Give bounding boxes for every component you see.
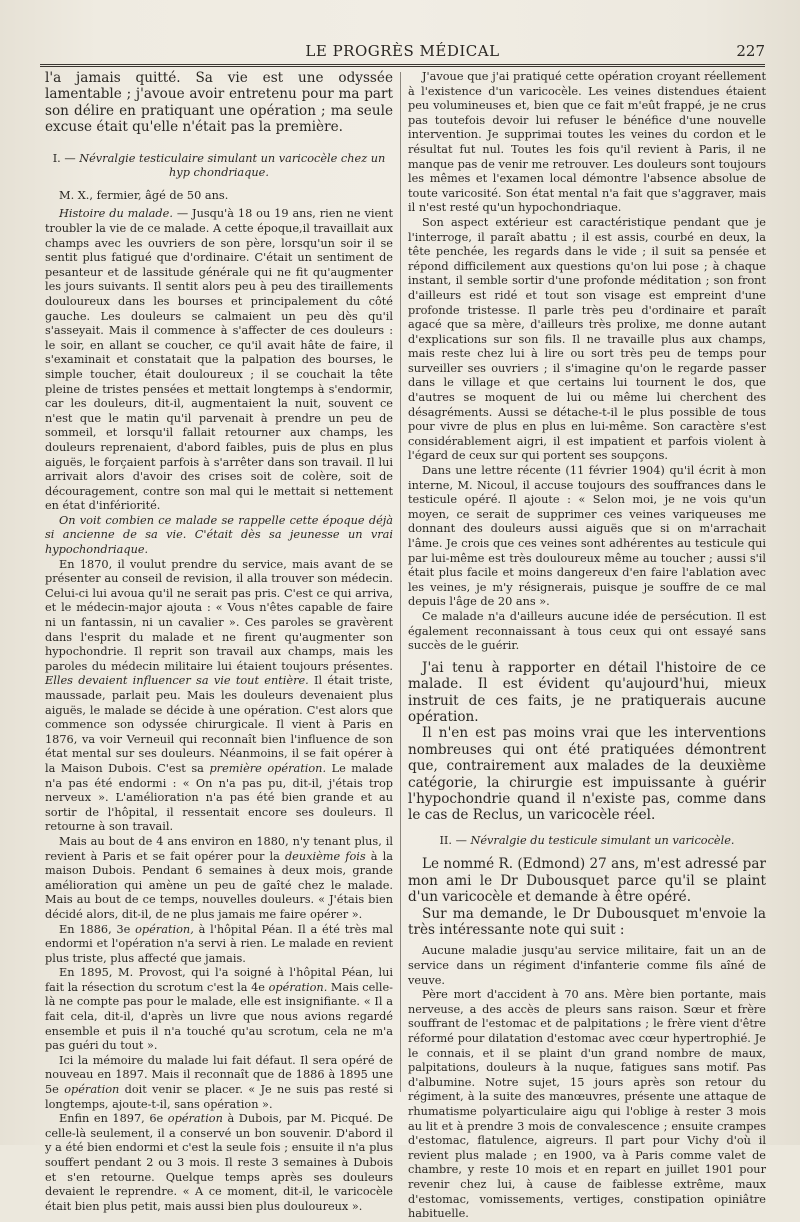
section-heading-2 <box>408 834 766 849</box>
paragraph: Ce malade n'a d'ailleurs aucune idée de persécution. Il est également reconnaissant à tous ceux qui ont essayé sans succès de le guérir. <box>408 609 766 653</box>
paragraph: Son aspect extérieur est caractéristique pendant que je l'interroge, il paraît abattu ; il est assis, courbé en deux, la tête penchée, les regards dans le vide ; il suit sa pensée et répond difficilement aux questions qu'on lui pose ; à chaque instant, il semble sortir d'une profonde méditation ; son front d'ailleurs est ridé et tout son visage est empreint d'une profonde tristesse. Il parle très peu d'ordinaire et paraît agacé que sa mère, d'ailleurs très prolixe, me donne autant d'explications sur son fils. Il ne travaille plus aux champs, mais reste chez lui à lire ou sort très peu de temps pour surveiller ses ouvriers ; il s'imagine qu'on le regarde passer dans le village et que certains lui tournent le dos, que d'autres se moquent de lui ou même lui cherchent des désagréments. Aussi se détache-t-il le plus possible de tous pour vivre de plus en plus en lui-même. Son caractère s'est considérablement aigri, il est impatient et parfois violent à l'égard de ceux sur qui portent ses soupçons. <box>408 215 766 463</box>
paragraph: Histoire du malade. — Jusqu'à 18 ou 19 ans, rien ne vient troubler la vie de ce malade. A cette époque,il travaillait aux champs avec les ouvriers de son père, lorsqu'un soir il se sentit plus fatigué que d'ordinaire. C'était un sentiment de pesanteur et de lassitude générale qui ne fit qu'augmenter les jours suivants. Il sentit alors peu à peu des tiraillements douloureux dans les bourses et principalement du côté gauche. Les douleurs se calmaient un peu dès qu'il s'asseyait. Mais il commence à s'affecter de ces douleurs : le soir, en allant se coucher, ce qu'il avait hâte de faire, il s'examinait et constatait que la palpation des bourses, le simple toucher, était douloureux ; il se couchait la tête pleine de tristes pensées et mettait longtemps à s'endormir, car les douleurs, dit-il, augmentaient la nuit, souvent ce n'est que le matin qu'il parvenait à prendre un peu de sommeil, et lorsqu'il fallait retourner aux champs, les douleurs reprenaient, d'abord faibles, puis de plus en plus aiguës, le forçaient parfois à s'arrêter dans son travail. Il lui arrivait alors d'avoir des crises soit de colère, soit de découragement, contre son mal qui le mettait si nettement en état d'infériorité. <box>45 207 393 513</box>
left-column <box>45 70 394 1213</box>
section-title: Névralgie du testicule simulant un varicocèle. <box>470 833 735 847</box>
history-label: Histoire du malade. <box>59 207 173 221</box>
paragraph: J'avoue que j'ai pratiqué cette opération croyant réellement à l'existence d'un varicocèle. Les veines distendues étaient peu volumineuses et, bien que ce fait m'eût frappé, je ne crus pas toutefois devoir lui refuser le bénéfice d'une nouvelle intervention. Je supprimai toutes les veines du cordon et le résultat fut nul. Toutes les fois qu'il revient à Paris, il ne manque pas de venir me retrouver. Les douleurs sont toujours les mêmes et l'examen local démontre l'absence absolue de toute varicosité. Son état mental n'a fait que s'aggraver, mais il n'est resté qu'un hypochondriaque. <box>408 70 766 215</box>
paragraph: En 1870, il voulut prendre du service, mais avant de se présenter au conseil de revision, il alla trouver son médecin. Celui-ci lui avoua qu'il ne serait pas pris. C'est ce qui arriva, et le médecin-major ajouta : « Vous n'êtes capable de faire ni un fantassin, ni un cavalier ». Ces paroles se gravèrent dans l'esprit du malade et ne firent qu'augmenter son hypochondrie. Il reprit son travail aux champs, mais les paroles du médecin militaire lui étaient toujours présentes. Elles devaient influencer sa vie tout entière. Il était triste, maussade, parlait peu. Mais les douleurs devenaient plus aiguës, le malade se décide à une opération. C'est alors que commence son odyssée chirurgicale. Il vient à Paris en 1876, va voir Verneuil qui reconnaît bien l'influence de son état mental sur ses douleurs. Néanmoins, il se fait opérer à la Maison Dubois. C'est sa première opération. Le malade n'a pas été endormi : « On n'a pas pu, dit-il, j'étais trop nerveux ». L'amélioration n'a pas été bien grande et au sortir de l'hôpital, il ressentait encore ses douleurs. Il retourne à son travail. <box>45 557 393 834</box>
right-column <box>408 70 766 1221</box>
paragraph: Le nommé R. (Edmond) 27 ans, m'est adressé par mon ami le Dr Dubousquet parce qu'il se plaint d'un varicocèle et demande à être opéré. <box>408 856 766 906</box>
paragraph: En 1886, 3e opération, à l'hôpital Péan. Il a été très mal endormi et l'opération n'a servi à rien. Le malade en revient plus triste, plus affecté que jamais. <box>45 922 394 965</box>
case-heading: M. X., fermier, âgé de 50 ans. <box>59 188 229 202</box>
paragraph: Aucune maladie jusqu'au service militaire, fait un an de service dans un régiment d'infanterie comme fils aîné de veuve. <box>408 944 766 987</box>
paragraph: Mais au bout de 4 ans environ en 1880, n'y tenant plus, il revient à Paris et se fait opérer pour la deuxième fois à la maison Dubois. Pendant 6 semaines à deux mois, grande amélioration qui amène un peu de gaîté chez le malade. Mais au bout de ce temps, nouvelles douleurs. « J'étais bien décidé alors, dit-il, de ne plus jamais me faire opérer ». <box>45 834 393 921</box>
page-number: 227 <box>736 42 765 60</box>
section-heading-1 <box>45 152 393 181</box>
paragraph: Il n'en est pas moins vrai que les interventions nombreuses qui ont été pratiquées démontrent que, contrairement aux malades de la deuxième catégorie, la chirurgie est impuissante à guérir l'hypochondrie quand il n'existe pas, comme dans le cas de Reclus, un varicocèle réel. <box>408 725 766 824</box>
paragraph: On voit combien ce malade se rappelle cette époque déjà si ancienne de sa vie. C'était dès sa jeunesse un vrai hypochondriaque. <box>45 513 393 557</box>
running-title: LE PROGRÈS MÉDICAL <box>305 42 500 60</box>
paragraph: Père mort d'accident à 70 ans. Mère bien portante, mais nerveuse, a des accès de pleurs sans raison. Sœur et frère souffrant de l'estomac et de palpitations ; le frère vient d'être réformé pour dilatation d'estomac avec cœur hypertrophié. Je le connais, et il se plaint d'un grand nombre de maux, palpitations, douleurs à la nuque, fatigues sans motif. Pas d'albumine. Notre sujet, 15 jours après son retour du régiment, à la suite des manœuvres, présente une attaque de rhumatisme polyarticulaire aigu qui l'oblige à rester 3 mois au lit et à prendre 3 mois de convalescence ; ensuite crampes d'estomac, flatulence, aigreurs. Il part pour Vichy d'où il revient plus malade ; en 1900, va à Paris comme valet de chambre, y reste 10 mois et en repart en juillet 1901 pour revenir chez lui, à cause de faiblesse extrême, maux d'estomac, vomissements, vertiges, constipation opiniâtre habituelle. <box>408 988 766 1221</box>
page-header <box>40 42 765 64</box>
paragraph: Ici la mémoire du malade lui fait défaut. Il sera opéré de nouveau en 1897. Mais il reconnaît que de 1886 à 1895 une 5e opération doit venir se placer. « Je ne suis pas resté si longtemps, ajoute-t-il, sans opération ». <box>45 1053 393 1111</box>
paragraph: Dans une lettre récente (11 février 1904) qu'il écrit à mon interne, M. Nicoul, il accuse toujours des souffrances dans le testicule opéré. Il ajoute : « Selon moi, je ne vois qu'un moyen, ce serait de supprimer ces veines variqueuses me donnant des douleurs aussi aiguës que si on m'arrachait l'âme. Je crois que ces veines sont adhérentes au testicule qui par lui-même est très douloureux même au toucher ; aussi s'il était plus facile et moins dangereux d'en faire l'ablation avec les veines, je m'y résignerais, puisque je souffre de ce mal depuis l'âge de 20 ans ». <box>408 464 766 609</box>
section-number: II. — <box>439 833 467 847</box>
section-title: Névralgie testiculaire simulant un varicocèle chez un hyp chondriaque. <box>79 151 386 180</box>
section-number: I. — <box>52 151 76 165</box>
paragraph: Sur ma demande, le Dr Dubousquet m'envoie la très intéressante note qui suit : <box>408 905 766 939</box>
paragraph: En 1895, M. Provost, qui l'a soigné à l'hôpital Péan, lui fait la résection du scrotum c'est la 4e opération. Mais celle-là ne compte pas pour le malade, elle est insignifiante. « Il a fait cela, dit-il, d'après un livre que nous avions regardé ensemble et puis il n'a touché qu'au scrotum, cela ne m'a pas guéri du tout ». <box>45 966 394 1053</box>
paragraph: J'ai tenu à rapporter en détail l'histoire de ce malade. Il est évident qu'aujourd'hui, mieux instruit de ces faits, je ne pratiquerais aucune opération. <box>408 659 766 725</box>
header-rule <box>40 64 765 67</box>
paragraph: l'a jamais quitté. Sa vie est une odyssée lamentable ; j'avoue avoir entretenu pour ma part son délire en pratiquant une opération ; ma seule excuse était qu'elle n'était pas la première. <box>45 70 393 136</box>
paragraph: Enfin en 1897, 6e opération à Dubois, par M. Picqué. De celle-là seulement, il a conservé un bon souvenir. D'abord il y a été bien endormi et c'est la seule fois ; ensuite il n'a plus souffert pendant 2 ou 3 mois. Il reste 3 semaines à Dubois et s'en retourne. Quelque temps après ses douleurs devaient le reprendre. « A ce moment, dit-il, le varicocèle était bien plus petit, mais aussi bien plus douloureux ». <box>45 1112 394 1213</box>
column-divider <box>400 72 401 1092</box>
